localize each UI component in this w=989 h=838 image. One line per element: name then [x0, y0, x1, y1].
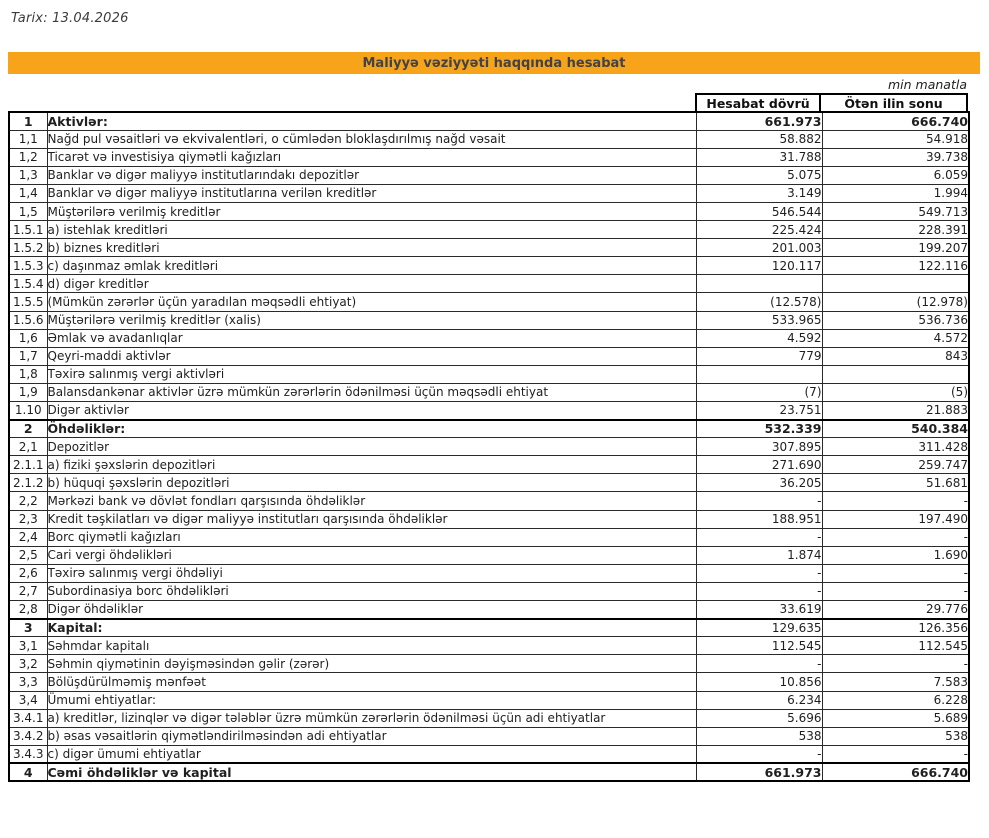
row-label: Ümumi ehtiyatlar: [47, 691, 696, 709]
table-row [9, 293, 969, 311]
unit-note: min manatla [888, 77, 967, 92]
row-value-current: 58.882 [696, 130, 822, 148]
row-number: 3.4.2 [9, 727, 47, 745]
row-value-current: 532.339 [696, 420, 822, 438]
row-value-current: 188.951 [696, 510, 822, 528]
row-label: b) biznes kreditləri [47, 239, 696, 257]
row-number: 3,4 [9, 691, 47, 709]
row-value-current: 546.544 [696, 202, 822, 220]
row-number: 2,1 [9, 438, 47, 456]
table-row [9, 329, 969, 347]
row-label: Balansdankənar aktivlər üzrə mümkün zərərlərin ödənilməsi üçün məqsədli ehtiyat [47, 383, 696, 401]
table-row [9, 564, 969, 582]
row-number: 3,3 [9, 673, 47, 691]
row-value-current: 36.205 [696, 474, 822, 492]
row-label: a) fiziki şəxslərin depozitləri [47, 456, 696, 474]
row-number: 1.5.4 [9, 275, 47, 293]
row-value-current: 538 [696, 727, 822, 745]
row-value-previous: 259.747 [822, 456, 969, 474]
row-value-previous: 199.207 [822, 239, 969, 257]
row-number: 1 [9, 112, 47, 130]
table-row [9, 474, 969, 492]
table-row [9, 528, 969, 546]
row-label: Digər aktivlər [47, 402, 696, 420]
table-row [9, 691, 969, 709]
row-number: 3,1 [9, 637, 47, 655]
row-value-previous: 7.583 [822, 673, 969, 691]
row-number: 2.1.2 [9, 474, 47, 492]
row-value-current: 3.149 [696, 184, 822, 202]
row-label: Qeyri-maddi aktivlər [47, 347, 696, 365]
row-label: c) daşınmaz əmlak kreditləri [47, 257, 696, 275]
row-value-previous: 549.713 [822, 202, 969, 220]
row-number: 1,3 [9, 166, 47, 184]
row-number: 1.5.6 [9, 311, 47, 329]
row-label: Nağd pul vəsaitləri və ekvivalentləri, o cümlədən bloklaşdırılmış nağd vəsait [47, 130, 696, 148]
row-label: (Mümkün zərərlər üçün yaradılan məqsədli ehtiyat) [47, 293, 696, 311]
row-number: 1,7 [9, 347, 47, 365]
row-value-previous: 122.116 [822, 257, 969, 275]
table-row [9, 601, 969, 619]
table-row [9, 311, 969, 329]
row-value-previous: 29.776 [822, 601, 969, 619]
row-value-previous: 126.356 [822, 619, 969, 637]
row-value-current: 112.545 [696, 637, 822, 655]
row-value-previous: 197.490 [822, 510, 969, 528]
row-value-current: - [696, 528, 822, 546]
value-column-headers [695, 93, 968, 111]
row-value-previous: 51.681 [822, 474, 969, 492]
row-value-previous: - [822, 564, 969, 582]
row-label: a) istehlak kreditləri [47, 221, 696, 239]
row-value-current: 5.075 [696, 166, 822, 184]
table-row [9, 637, 969, 655]
table-row [9, 763, 969, 781]
row-value-previous: 4.572 [822, 329, 969, 347]
row-value-previous: - [822, 528, 969, 546]
table-row [9, 673, 969, 691]
row-value-current: 33.619 [696, 601, 822, 619]
row-value-previous: (5) [822, 383, 969, 401]
column-header-reporting-period: Hesabat dövrü [695, 93, 821, 111]
row-label: Səhmin qiymətinin dəyişməsindən gəlir (zərər) [47, 655, 696, 673]
table-row [9, 130, 969, 148]
table-row [9, 365, 969, 383]
row-label: Təxirə salınmış vergi aktivləri [47, 365, 696, 383]
table-row [9, 112, 969, 130]
row-number: 2,3 [9, 510, 47, 528]
table-row [9, 275, 969, 293]
row-value-previous: 538 [822, 727, 969, 745]
row-number: 1.5.5 [9, 293, 47, 311]
row-label: Aktivlər: [47, 112, 696, 130]
table-row [9, 727, 969, 745]
row-value-previous: 843 [822, 347, 969, 365]
table-row [9, 148, 969, 166]
row-label: Ticarət və investisiya qiymətli kağızları [47, 148, 696, 166]
row-number: 1.5.1 [9, 221, 47, 239]
row-value-previous: 540.384 [822, 420, 969, 438]
row-value-current: 6.234 [696, 691, 822, 709]
report-title: Maliyyə vəziyyəti haqqında hesabat [362, 55, 626, 71]
row-label: a) kreditlər, lizinqlər və digər tələblər üzrə mümkün zərərlərin ödənilməsi üçün adi ehtiyatlar [47, 709, 696, 727]
row-value-previous: 536.736 [822, 311, 969, 329]
row-number: 2,6 [9, 564, 47, 582]
row-value-previous: - [822, 492, 969, 510]
row-value-previous: 1.690 [822, 546, 969, 564]
row-value-current: 201.003 [696, 239, 822, 257]
row-label: Öhdəliklər: [47, 420, 696, 438]
row-number: 2,8 [9, 601, 47, 619]
row-label: Müştərilərə verilmiş kreditlər (xalis) [47, 311, 696, 329]
row-value-current: 23.751 [696, 402, 822, 420]
row-label: Borc qiymətli kağızları [47, 528, 696, 546]
row-value-current: 225.424 [696, 221, 822, 239]
table-row [9, 619, 969, 637]
row-value-previous: - [822, 655, 969, 673]
row-value-current: (12.578) [696, 293, 822, 311]
row-value-current: 661.973 [696, 763, 822, 781]
table-row [9, 184, 969, 202]
row-value-previous: 228.391 [822, 221, 969, 239]
row-value-previous: 311.428 [822, 438, 969, 456]
row-value-previous: 6.059 [822, 166, 969, 184]
row-value-previous: 39.738 [822, 148, 969, 166]
row-value-current: 10.856 [696, 673, 822, 691]
row-label: Kapital: [47, 619, 696, 637]
row-number: 2,2 [9, 492, 47, 510]
row-value-current [696, 275, 822, 293]
row-number: 1,8 [9, 365, 47, 383]
row-value-current: 4.592 [696, 329, 822, 347]
row-label: Subordinasiya borc öhdəlikləri [47, 582, 696, 600]
table-row [9, 347, 969, 365]
row-number: 3,2 [9, 655, 47, 673]
row-number: 1,1 [9, 130, 47, 148]
row-value-current: 120.117 [696, 257, 822, 275]
row-label: Əmlak və avadanlıqlar [47, 329, 696, 347]
row-number: 2,4 [9, 528, 47, 546]
row-label: Cəmi öhdəliklər və kapital [47, 763, 696, 781]
row-value-previous: 5.689 [822, 709, 969, 727]
row-label: d) digər kreditlər [47, 275, 696, 293]
financial-position-table-body [9, 112, 969, 781]
report-title-banner [8, 52, 980, 74]
row-number: 4 [9, 763, 47, 781]
row-label: Digər öhdəliklər [47, 601, 696, 619]
row-value-previous: 112.545 [822, 637, 969, 655]
row-value-current: - [696, 655, 822, 673]
row-value-previous: 21.883 [822, 402, 969, 420]
table-row [9, 655, 969, 673]
row-label: Kredit təşkilatları və digər maliyyə institutları qarşısında öhdəliklər [47, 510, 696, 528]
report-date: Tarix: 13.04.2026 [11, 11, 129, 26]
row-value-current: 661.973 [696, 112, 822, 130]
row-value-previous: 1.994 [822, 184, 969, 202]
table-row [9, 202, 969, 220]
row-label: Mərkəzi bank və dövlət fondları qarşısında öhdəliklər [47, 492, 696, 510]
table-row [9, 239, 969, 257]
row-number: 1.5.3 [9, 257, 47, 275]
row-number: 1,2 [9, 148, 47, 166]
row-value-previous: - [822, 582, 969, 600]
row-label: c) digər ümumi ehtiyatlar [47, 745, 696, 763]
table-row [9, 492, 969, 510]
row-value-previous: 666.740 [822, 112, 969, 130]
row-number: 2 [9, 420, 47, 438]
row-number: 3.4.3 [9, 745, 47, 763]
table-row [9, 383, 969, 401]
row-value-previous: 666.740 [822, 763, 969, 781]
row-value-current: 129.635 [696, 619, 822, 637]
row-number: 1,6 [9, 329, 47, 347]
row-number: 1,4 [9, 184, 47, 202]
table-row [9, 510, 969, 528]
row-number: 1,9 [9, 383, 47, 401]
row-value-current: - [696, 564, 822, 582]
row-label: Banklar və digər maliyyə institutlarındakı depozitlər [47, 166, 696, 184]
row-label: b) hüquqi şəxslərin depozitləri [47, 474, 696, 492]
column-header-end-of-last-year: Ötən ilin sonu [821, 93, 968, 111]
table-row [9, 745, 969, 763]
row-label: Depozitlər [47, 438, 696, 456]
table-row [9, 582, 969, 600]
row-value-current: 533.965 [696, 311, 822, 329]
row-label: Müştərilərə verilmiş kreditlər [47, 202, 696, 220]
row-value-previous: - [822, 745, 969, 763]
row-label: Bölüşdürülməmiş mənfəət [47, 673, 696, 691]
table-row [9, 546, 969, 564]
row-number: 1,5 [9, 202, 47, 220]
row-label: Təxirə salınmış vergi öhdəliyi [47, 564, 696, 582]
row-number: 1.10 [9, 402, 47, 420]
row-value-current: 31.788 [696, 148, 822, 166]
table-row [9, 709, 969, 727]
table-row [9, 420, 969, 438]
row-value-current: 1.874 [696, 546, 822, 564]
row-number: 2,7 [9, 582, 47, 600]
row-value-previous [822, 275, 969, 293]
table-row [9, 402, 969, 420]
financial-position-table [8, 111, 970, 782]
row-value-current: (7) [696, 383, 822, 401]
row-label: Səhmdar kapitalı [47, 637, 696, 655]
row-label: Banklar və digər maliyyə institutlarına verilən kreditlər [47, 184, 696, 202]
row-value-current: 307.895 [696, 438, 822, 456]
row-value-current: 5.696 [696, 709, 822, 727]
row-number: 2,5 [9, 546, 47, 564]
table-row [9, 166, 969, 184]
row-label: b) əsas vəsaitlərin qiymətləndirilməsindən adi ehtiyatlar [47, 727, 696, 745]
row-value-current: 271.690 [696, 456, 822, 474]
row-value-current: 779 [696, 347, 822, 365]
row-value-previous: 6.228 [822, 691, 969, 709]
row-value-current: - [696, 582, 822, 600]
row-number: 2.1.1 [9, 456, 47, 474]
row-number: 3 [9, 619, 47, 637]
row-number: 1.5.2 [9, 239, 47, 257]
table-row [9, 456, 969, 474]
row-label: Cari vergi öhdəlikləri [47, 546, 696, 564]
row-value-previous: (12.978) [822, 293, 969, 311]
row-value-previous [822, 365, 969, 383]
table-row [9, 257, 969, 275]
row-number: 3.4.1 [9, 709, 47, 727]
table-row [9, 221, 969, 239]
row-value-current: - [696, 492, 822, 510]
table-row [9, 438, 969, 456]
row-value-previous: 54.918 [822, 130, 969, 148]
row-value-current [696, 365, 822, 383]
row-value-current: - [696, 745, 822, 763]
